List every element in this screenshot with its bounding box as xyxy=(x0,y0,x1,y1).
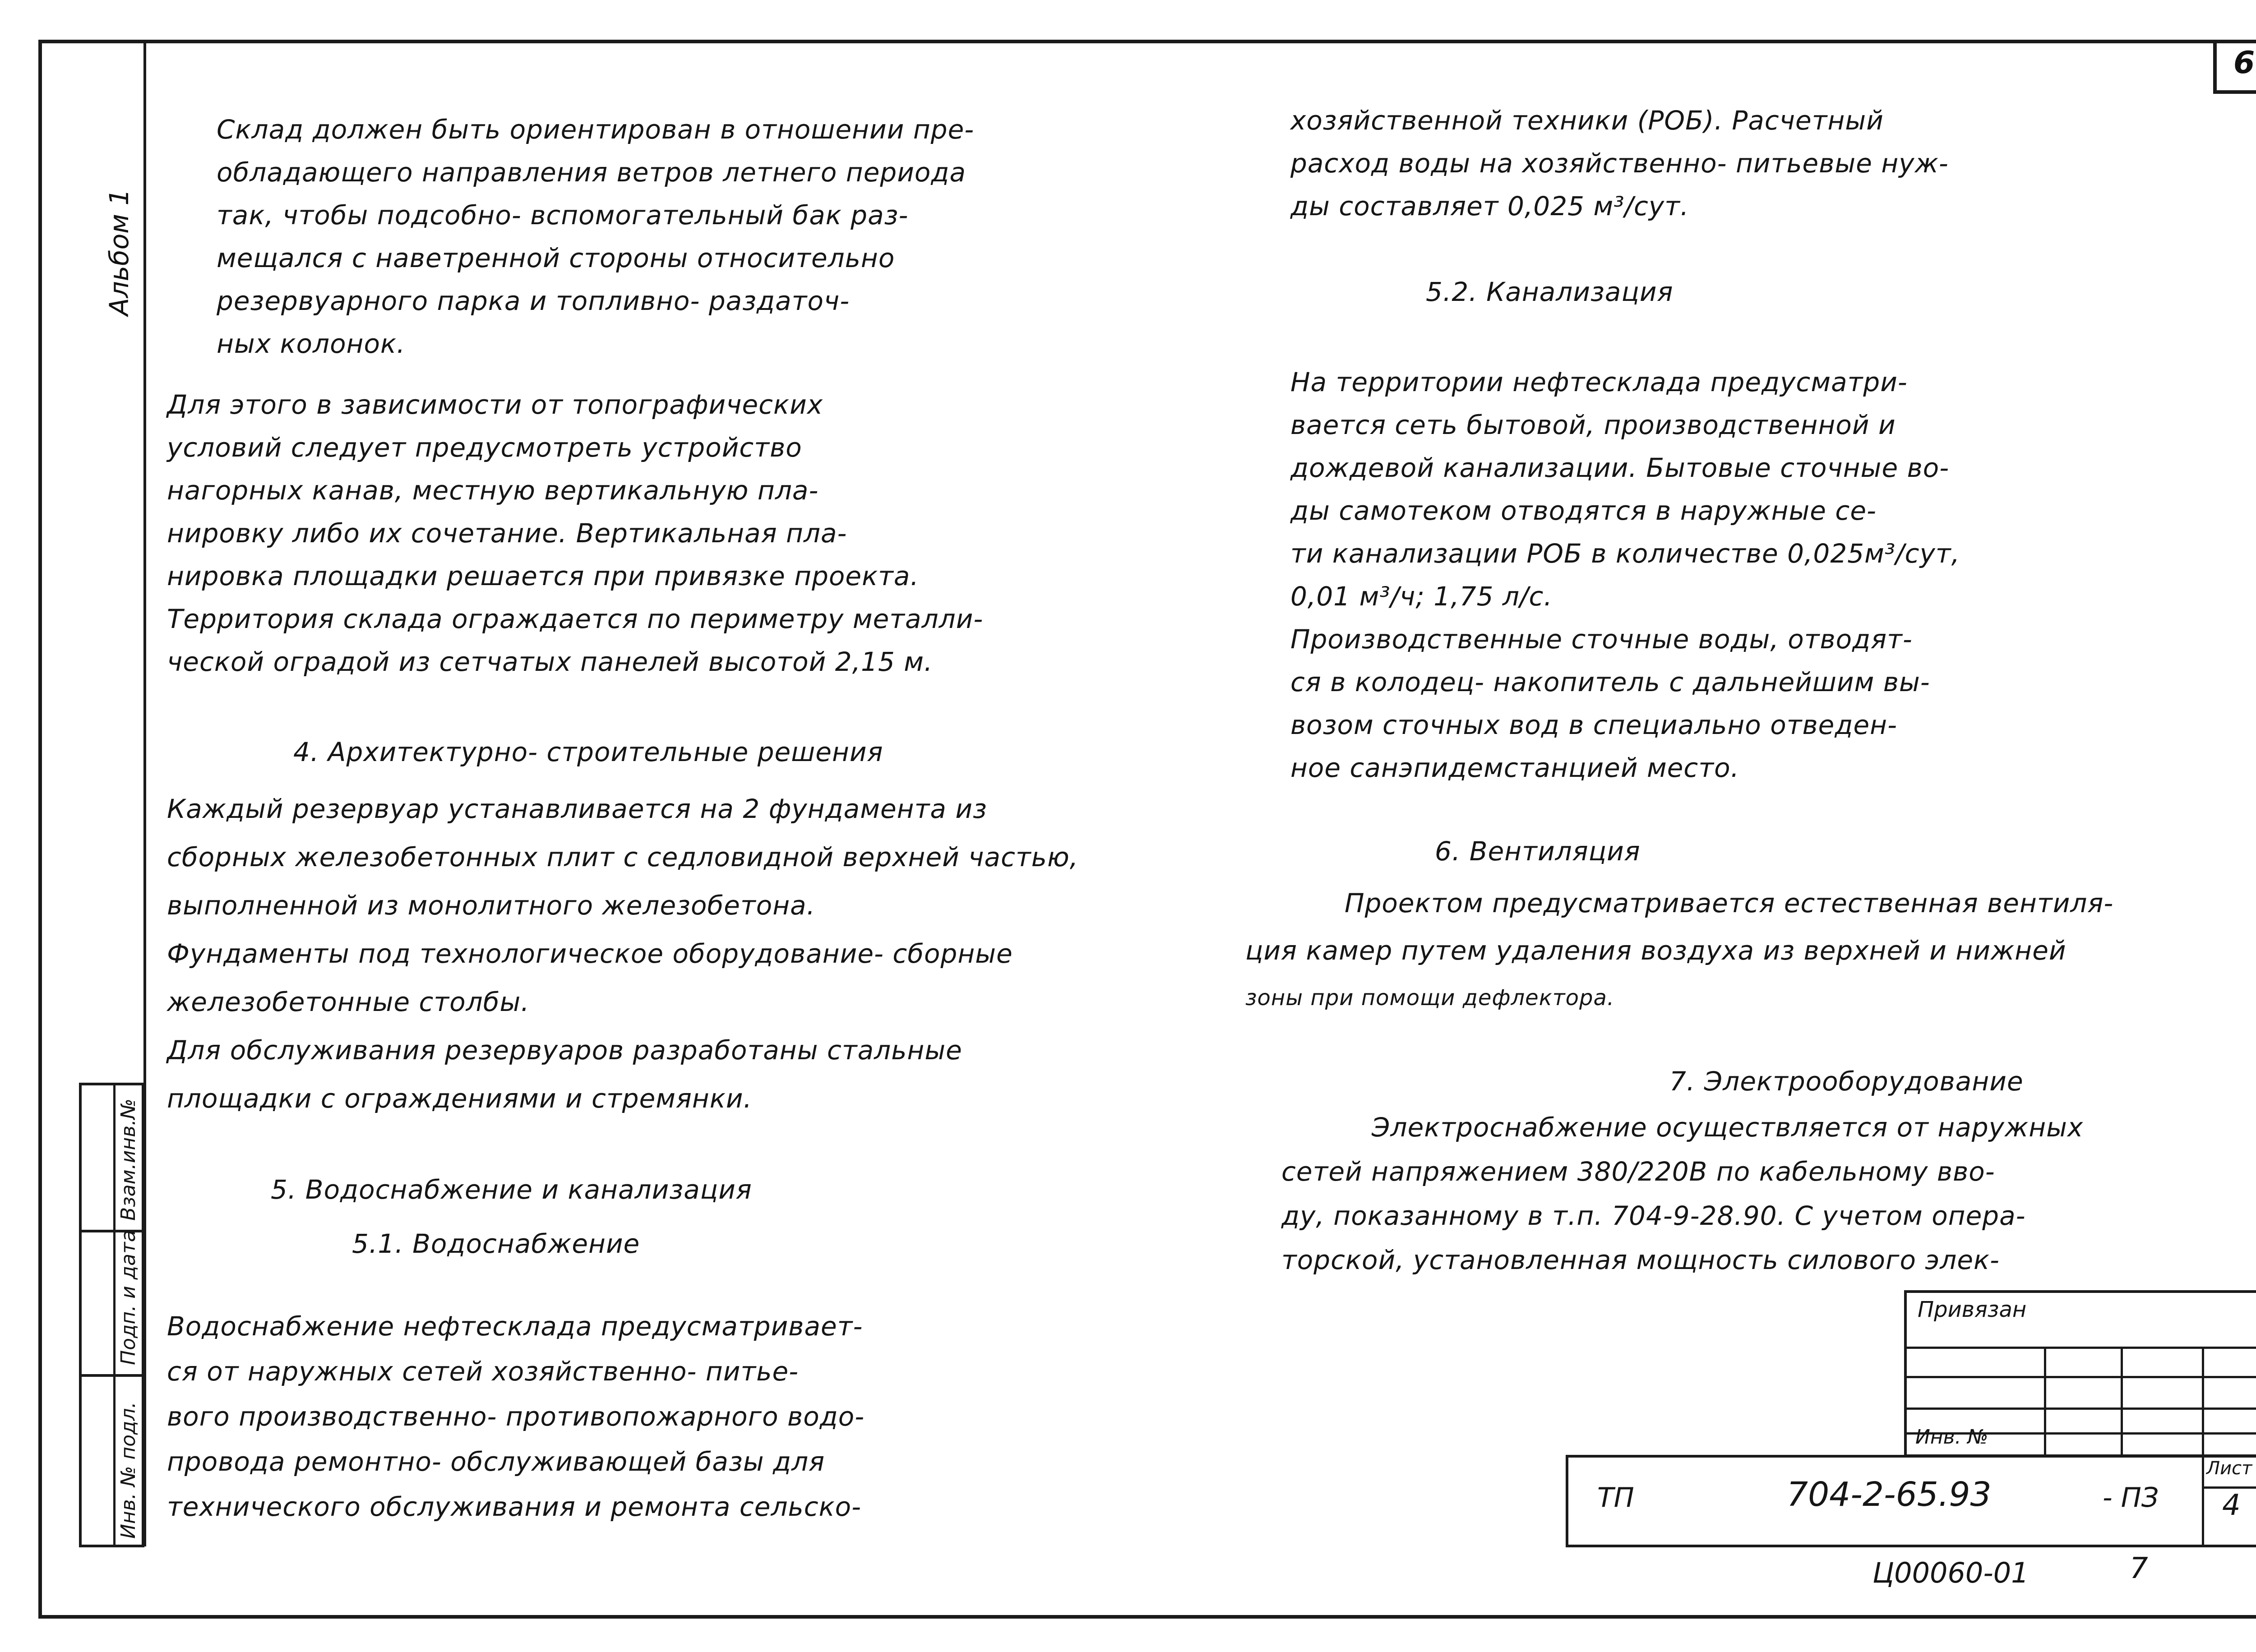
margin-stamp xyxy=(79,1083,144,1547)
left-paragraph-orientation xyxy=(217,108,974,365)
text-line: Электроснабжение осуществляется от наружных xyxy=(1372,1112,2084,1143)
stamp-label-replace-inv: Взам.инв.№ xyxy=(117,1098,140,1221)
text-line: дождевой канализации. Бытовые сточные во- xyxy=(1290,452,1950,483)
text-line: мещался с наветренной стороны относительно xyxy=(217,243,895,273)
tb-line xyxy=(2202,1455,2204,1547)
text-line: Для обслуживания резервуаров разработаны стальные xyxy=(167,1035,962,1066)
heading-water-sewer: 5. Водоснабжение и канализация xyxy=(271,1174,752,1205)
text-line: условий следует предусмотреть устройство xyxy=(167,432,802,463)
text-line: расход воды на хозяйственно- питьевые нуж- xyxy=(1290,148,1949,179)
text-line: так, чтобы подсобно- вспомогательный бак раз- xyxy=(217,200,909,231)
text-line: Водоснабжение нефтесклада предусматривает- xyxy=(167,1311,863,1342)
text-line: ция камер путем удаления воздуха из верхней и нижней xyxy=(1245,935,2066,966)
text-line: ся в колодец- накопитель с дальнейшим вы- xyxy=(1290,667,1930,697)
heading-architecture: 4. Архитектурно- строительные решения xyxy=(293,737,883,767)
text-line: 0,01 м³/ч; 1,75 л/с. xyxy=(1290,581,1553,612)
stamp-divider xyxy=(113,1085,116,1545)
text-line: ных колонок. xyxy=(217,328,406,359)
album-label: Альбом 1 xyxy=(104,189,134,316)
text-line: сетей напряжением 380/220В по кабельному вво- xyxy=(1281,1156,1995,1187)
text-line: торской, установленная мощность силового элек- xyxy=(1281,1245,2000,1275)
text-line: обладающего направления ветров летнего периода xyxy=(217,157,966,188)
text-line: Склад должен быть ориентирован в отношении пре- xyxy=(217,114,975,145)
left-paragraph-water-supply xyxy=(167,1304,864,1529)
text-line: ду, показанному в т.п. 704-9-28.90. С учетом опера- xyxy=(1281,1200,2026,1231)
text-line: вается сеть бытовой, производственной и xyxy=(1290,410,1896,440)
text-line: Проектом предусматривается естественная вентиля- xyxy=(1345,888,2114,918)
text-line: ды самотеком отводятся в наружные се- xyxy=(1290,495,1877,526)
stamp-divider xyxy=(82,1374,142,1377)
tb-line xyxy=(2202,1347,2204,1457)
tb-line xyxy=(2044,1347,2046,1457)
stamp-label-original-inv: Инв. № подл. xyxy=(117,1402,140,1539)
text-line: резервуарного парка и топливно- раздаточ- xyxy=(217,286,850,316)
right-paragraph-consumption xyxy=(1290,99,1949,228)
sheet-value: 4 xyxy=(2222,1489,2241,1522)
heading-ventilation: 6. Вентиляция xyxy=(1435,836,1641,867)
text-line: выполненной из монолитного железобетона. xyxy=(167,890,816,921)
text-line: ное санэпидемстанцией место. xyxy=(1290,752,1740,783)
document-code: 704-2-65.93 xyxy=(1787,1475,1992,1514)
text-line: Каждый резервуар устанавливается на 2 фундамента из xyxy=(167,794,987,824)
heading-electrical: 7. Электрооборудование xyxy=(1669,1066,2024,1097)
text-line: железобетонные столбы. xyxy=(167,987,530,1017)
text-line: технического обслуживания и ремонта сельско- xyxy=(167,1491,862,1522)
document-suffix: - ПЗ xyxy=(2103,1482,2159,1514)
tb-line xyxy=(2121,1347,2123,1457)
text-line: площадки с ограждениями и стремянки. xyxy=(167,1083,753,1114)
text-line: ческой оградой из сетчатых панелей высотой 2,15 м. xyxy=(167,646,933,677)
text-line: зоны при помощи дефлектора. xyxy=(1245,985,1615,1011)
footer-code: Ц00060-01 xyxy=(1872,1556,2029,1589)
left-paragraph-topography xyxy=(167,383,983,683)
text-line: ся от наружных сетей хозяйственно- питье- xyxy=(167,1356,799,1387)
text-line: Для этого в зависимости от топографических xyxy=(167,389,823,420)
text-line: нировку либо их сочетание. Вертикальная пла- xyxy=(167,518,847,549)
text-line: нагорных канав, местную вертикальную пла- xyxy=(167,475,819,506)
text-line: Территория склада ограждается по периметру металли- xyxy=(167,604,984,634)
text-line: ти канализации РОБ в количестве 0,025м³/сут, xyxy=(1290,538,1960,569)
series-label: ТП xyxy=(1597,1482,1634,1514)
right-paragraph-ventilation xyxy=(1245,880,2113,1022)
text-line: провода ремонтно- обслуживающей базы для xyxy=(167,1446,825,1477)
text-line: вого производственно- противопожарного водо- xyxy=(167,1401,865,1432)
text-line: ды составляет 0,025 м³/сут. xyxy=(1290,191,1689,221)
heading-water-supply: 5.1. Водоснабжение xyxy=(352,1228,640,1259)
text-line: возом сточных вод в специально отведен- xyxy=(1290,710,1897,740)
text-line: хозяйственной техники (РОБ). Расчетный xyxy=(1290,105,1884,136)
heading-sewerage: 5.2. Канализация xyxy=(1426,277,1674,307)
inventory-label: Инв. № xyxy=(1915,1426,1988,1449)
sheet-number: 6 xyxy=(2233,45,2255,81)
right-paragraph-electrical xyxy=(1281,1105,2083,1282)
text-line: нировка площадки решается при привязке проекта. xyxy=(167,561,919,591)
footer-page: 7 xyxy=(2130,1552,2148,1585)
right-paragraph-sewerage xyxy=(1290,361,1960,789)
text-line: сборных железобетонных плит с седловидной верхней частью, xyxy=(167,842,1079,872)
text-line: На территории нефтесклада предусматри- xyxy=(1290,367,1908,397)
stamp-label-signature-date: Подп. и дата xyxy=(117,1230,140,1365)
left-paragraph-foundations xyxy=(167,785,1078,1123)
attached-label: Привязан xyxy=(1918,1297,2027,1322)
sheet-label: Лист xyxy=(2206,1458,2252,1479)
text-line: Производственные сточные воды, отводят- xyxy=(1290,624,1913,655)
text-line: Фундаменты под технологическое оборудование- сборные xyxy=(167,938,1013,969)
